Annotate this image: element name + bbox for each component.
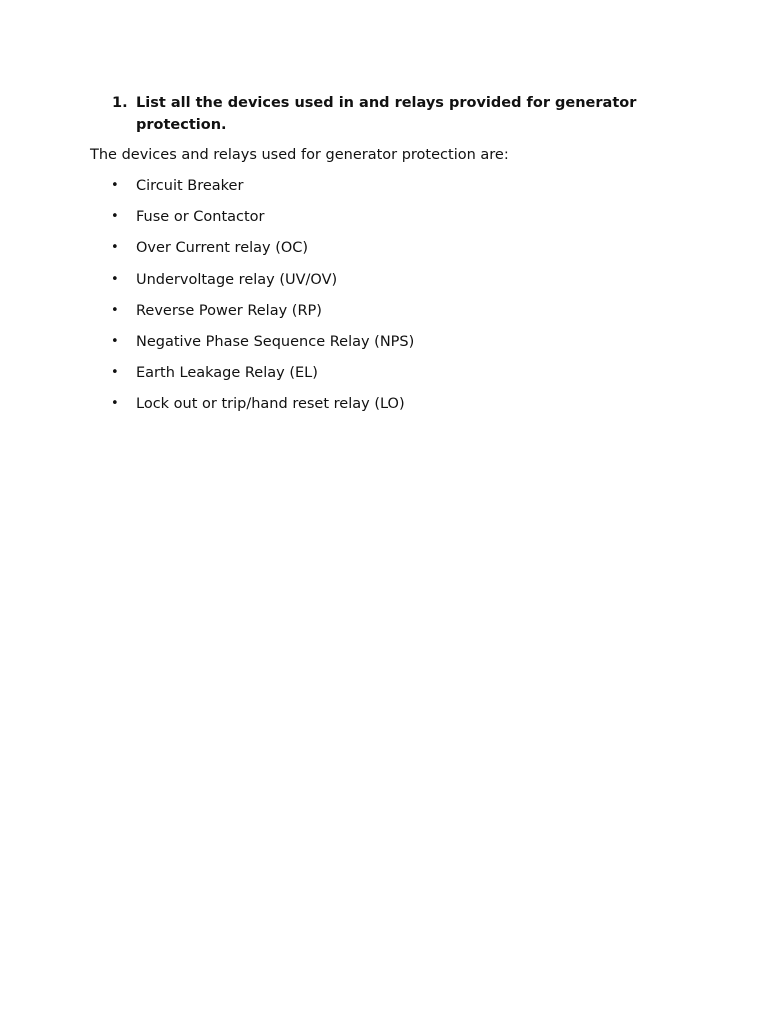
bullet-icon: • <box>111 240 119 256</box>
list-item <box>0 238 768 269</box>
device-label: Lock out or trip/hand reset relay (LO) <box>136 396 405 413</box>
device-label: Negative Phase Sequence Relay (NPS) <box>136 333 415 350</box>
bullet-icon: • <box>111 365 119 381</box>
list-item <box>0 207 768 238</box>
device-label: Reverse Power Relay (RP) <box>136 302 322 319</box>
list-item <box>0 301 768 332</box>
bullet-icon: • <box>111 178 119 193</box>
list-item <box>0 363 768 394</box>
bullet-icon: • <box>111 396 119 412</box>
device-list <box>0 176 768 426</box>
bullet-icon: • <box>111 333 119 349</box>
device-label: Circuit Breaker <box>136 178 244 194</box>
bullet-icon: • <box>111 271 119 287</box>
list-item <box>0 176 768 207</box>
bullet-icon: • <box>111 302 119 318</box>
device-label: Earth Leakage Relay (EL) <box>136 365 318 382</box>
device-label: Over Current relay (OC) <box>136 240 309 257</box>
question-number: 1. <box>112 95 128 111</box>
question-text: List all the devices used in and relays provided for generator protection. <box>136 95 637 133</box>
list-item <box>0 394 768 425</box>
device-label: Undervoltage relay (UV/OV) <box>136 271 338 288</box>
bullet-icon: • <box>111 209 119 225</box>
list-item <box>0 270 768 301</box>
device-label: Fuse or Contactor <box>136 209 265 226</box>
intro-text: The devices and relays used for generator protection are: <box>90 147 509 163</box>
question-heading <box>112 92 672 136</box>
list-item <box>0 332 768 363</box>
